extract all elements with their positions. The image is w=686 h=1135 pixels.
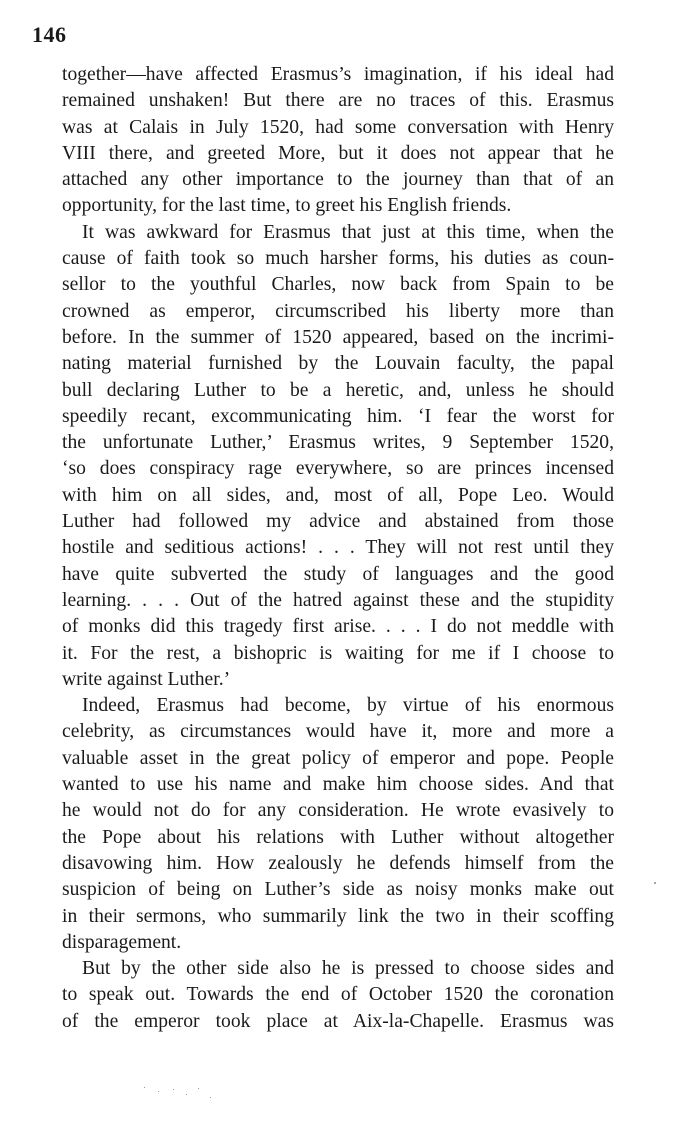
text-line: crowned as emperor, circumscribed his liberty more than bbox=[62, 300, 614, 322]
text-line: Luther had followed my advice and abstained from those bbox=[62, 511, 614, 533]
text-line: with him on all sides, and, most of all, Pope Leo. Would bbox=[62, 484, 614, 506]
body-text bbox=[62, 62, 614, 1035]
text-line: VIII there, and greeted More, but it does not appear that he bbox=[62, 142, 614, 164]
text-line: celebrity, as circumstances would have it, more and more a bbox=[62, 721, 614, 743]
text-line: together—have affected Erasmus’s imagination, if his ideal had bbox=[62, 64, 614, 85]
scan-speck bbox=[144, 1087, 145, 1088]
scan-speck bbox=[186, 1094, 187, 1095]
text-line: to speak out. Towards the end of October 1520 the coronation bbox=[62, 984, 614, 1006]
text-line: valuable asset in the great policy of emperor and pope. People bbox=[62, 747, 614, 769]
text-line: disavowing him. How zealously he defends himself from the bbox=[62, 852, 614, 874]
text-line: it. For the rest, a bishopric is waiting for me if I choose to bbox=[62, 642, 614, 664]
scan-specks bbox=[140, 1085, 220, 1105]
paragraph-start-line: It was awkward for Erasmus that just at this time, when the bbox=[82, 221, 614, 243]
text-line: of monks did this tragedy first arise. . . . I do not meddle with bbox=[62, 616, 614, 638]
scan-speck bbox=[210, 1097, 211, 1098]
text-line: of the emperor took place at Aix-la-Chapelle. Erasmus was bbox=[62, 1010, 614, 1032]
text-line: the unfortunate Luther,’ Erasmus writes, 9 September 1520, bbox=[62, 432, 614, 454]
text-line: ‘so does conspiracy rage everywhere, so are princes incensed bbox=[62, 458, 614, 480]
scan-speck bbox=[654, 882, 656, 884]
paragraph-start-line: Indeed, Erasmus had become, by virtue of his enormous bbox=[82, 695, 614, 717]
text-line: hostile and seditious actions! . . . They will not rest until they bbox=[62, 537, 614, 559]
text-line: learning. . . . Out of the hatred against these and the stupidity bbox=[62, 589, 614, 611]
scan-speck bbox=[158, 1091, 159, 1092]
text-line: suspicion of being on Luther’s side as noisy monks make out bbox=[62, 879, 614, 901]
page-number: 146 bbox=[32, 22, 67, 47]
text-line: have quite subverted the study of languages and the good bbox=[62, 563, 614, 585]
text-line: in their sermons, who summarily link the two in their scoffing bbox=[62, 905, 614, 927]
text-line: nating material furnished by the Louvain faculty, the papal bbox=[62, 353, 614, 375]
paragraph-start-line: But by the other side also he is pressed to choose sides and bbox=[82, 958, 614, 980]
text-line: the Pope about his relations with Luther without altogether bbox=[62, 826, 614, 848]
text-line: opportunity, for the last time, to greet his English friends. bbox=[62, 195, 512, 217]
text-line: sellor to the youthful Charles, now back from Spain to be bbox=[62, 274, 614, 296]
text-line: was at Calais in July 1520, had some conversation with Henry bbox=[62, 116, 614, 138]
text-line: he would not do for any consideration. He wrote evasively to bbox=[62, 800, 614, 822]
text-line: remained unshaken! But there are no traces of this. Erasmus bbox=[62, 90, 614, 112]
text-line: wanted to use his name and make him choose sides. And that bbox=[62, 774, 614, 796]
text-line: write against Luther.’ bbox=[62, 668, 231, 690]
scan-speck bbox=[198, 1088, 199, 1089]
text-line: cause of faith took so much harsher forms, his duties as coun- bbox=[62, 248, 614, 270]
text-line: before. In the summer of 1520 appeared, based on the incrimi- bbox=[62, 326, 614, 348]
scan-speck bbox=[173, 1089, 174, 1090]
text-line: bull declaring Luther to be a heretic, and, unless he should bbox=[62, 379, 614, 401]
text-line: attached any other importance to the journey than that of an bbox=[62, 169, 614, 191]
text-line: disparagement. bbox=[62, 931, 182, 953]
text-line: speedily recant, excommunicating him. ‘I fear the worst for bbox=[62, 405, 614, 427]
